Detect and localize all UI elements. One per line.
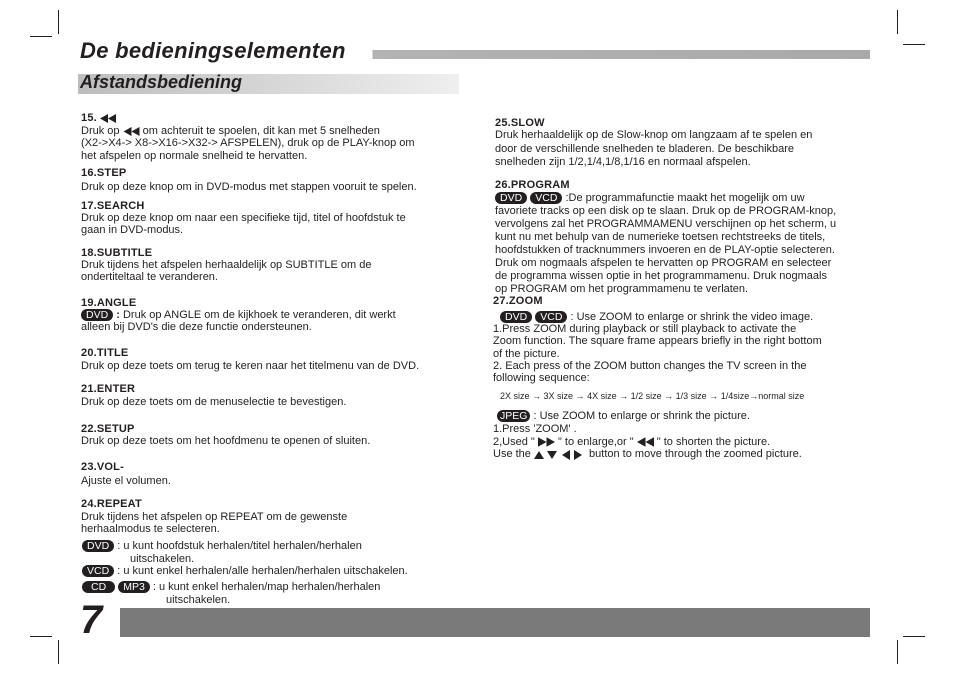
crop-mark <box>58 640 59 664</box>
item-16-heading: 16.STEP <box>81 167 127 179</box>
footer-bar <box>120 608 870 637</box>
item-19-text: DVD : Druk op ANGLE om de kijkhoek te veranderen, dit werkt alleen bij DVD's die deze functie ondersteunen. <box>81 309 396 334</box>
item-27-heading: 27.ZOOM <box>493 295 543 307</box>
page-title: De bedieningselementen <box>80 38 346 63</box>
item-24-heading: 24.REPEAT <box>81 498 142 510</box>
zoom-sequence: 2X size → 3X size → 4X size → 1/2 size → 1/3 size → 1/4size→normal size <box>500 391 805 401</box>
item-19-heading: 19.ANGLE <box>81 297 137 309</box>
crop-mark <box>897 640 898 664</box>
crop-mark <box>58 10 59 34</box>
vcd-badge: VCD <box>535 311 567 323</box>
item-25-text: Druk herhaaldelijk op de Slow-knop om langzaam af te spelen en door de verschillende snelheden te bladeren. De beschikbare snelheden zijn 1/2,1/4,1/8,1/16 en normaal afspelen. <box>495 129 813 168</box>
repeat-vcd-row: VCD : u kunt enkel herhalen/alle herhalen/herhalen uitschakelen. <box>82 565 408 577</box>
dvd-badge: DVD <box>82 540 114 552</box>
item-22-heading: 22.SETUP <box>81 423 135 435</box>
rewind-icon <box>637 437 654 447</box>
crop-mark <box>903 636 925 637</box>
rewind-icon <box>100 114 116 123</box>
zoom-jpeg-line: JPEG : Use ZOOM to enlarge or shrink the picture. <box>497 410 750 422</box>
item-18-heading: 18.SUBTITLE <box>81 247 153 259</box>
repeat-dvd-row: DVD : u kunt hoofdstuk herhalen/titel herhalen/herhalen <box>82 540 362 552</box>
item-22-text: Druk op deze toets om het hoofdmenu te openen of sluiten. <box>81 435 371 447</box>
item-21-text: Druk op deze toets om de menuselectie te bevestigen. <box>81 396 347 408</box>
item-20-text: Druk op deze toets om terug te keren naar het titelmenu van de DVD. <box>81 360 420 372</box>
item-26-text: DVD VCD :De programmafunctie maakt het mogelijk om uw favoriete tracks op een disk op te slaan. Druk op de PROGRAM-knop, vervolgens zal het PROGRAMMAMENU verschijnen op het scherm, u kunt nu met behulp van de numerieke toetsen rechtstreeks de titels, hoofdstukken of tracknummers invoeren en de PLAY-optie selecteren. Druk om nogmaals afspelen te hervatten op PROGRAM en selecteer de programma wissen optie in het programmamenu. Druk nogmaals op PROGRAM om het programmamenu te verlaten. <box>495 192 837 295</box>
item-16-text: Druk op deze knop om in DVD-modus met stappen vooruit te spelen. <box>81 181 417 193</box>
arrow-keys-icon <box>534 449 586 460</box>
cd-badge: CD <box>82 581 115 593</box>
item-17-text: Druk op deze knop om naar een specifieke tijd, titel of hoofdstuk te gaan in DVD-modus. <box>81 212 406 237</box>
crop-mark <box>903 44 925 45</box>
dvd-badge: DVD <box>81 309 113 321</box>
mp3-badge: MP3 <box>118 581 150 593</box>
crop-mark <box>30 36 52 37</box>
page-number: 7 <box>80 598 103 642</box>
repeat-cd-row: CD MP3 : u kunt enkel herhalen/map herhalen/herhalen <box>82 581 380 593</box>
jpeg-badge: JPEG <box>497 410 530 422</box>
item-18-text: Druk tijdens het afspelen herhaaldelijk op SUBTITLE om de ondertiteltaal te veranderen. <box>81 259 372 284</box>
vcd-badge: VCD <box>82 565 114 577</box>
item-23-heading: 23.VOL- <box>81 461 124 473</box>
item-26-heading: 26.PROGRAM <box>495 179 570 191</box>
item-21-heading: 21.ENTER <box>81 383 136 395</box>
item-24-text: Druk tijdens het afspelen op REPEAT om de gewenste herhaalmodus te selecteren. <box>81 511 348 536</box>
fast-forward-icon <box>538 437 555 447</box>
dvd-badge: DVD <box>495 192 527 204</box>
repeat-dvd-row-cont: uitschakelen. <box>130 553 195 565</box>
item-17-heading: 17.SEARCH <box>81 200 145 212</box>
section-title: Afstandsbediening <box>80 72 243 92</box>
item-15-heading: 15. <box>81 112 116 124</box>
item-25-heading: 25.SLOW <box>495 117 545 129</box>
zoom-jpeg-used: 2,Used " " to enlarge,or " " to shorten the picture. <box>493 436 771 448</box>
zoom-jpeg-press: 1.Press 'ZOOM' . <box>493 423 577 435</box>
crop-mark <box>30 636 52 637</box>
item-23-text: Ajuste el volumen. <box>81 475 171 487</box>
repeat-cd-row-cont: uitschakelen. <box>166 594 231 606</box>
vcd-badge: VCD <box>530 192 562 204</box>
dvd-badge: DVD <box>500 311 532 323</box>
crop-mark <box>897 10 898 34</box>
item-20-heading: 20.TITLE <box>81 347 129 359</box>
item-27-text: 1.Press ZOOM during playback or still playback to activate the Zoom function. The square frame appears briefly in the right bottom of the picture. 2. Each press of the ZOOM button changes the TV screen in the following sequence: <box>493 323 822 385</box>
zoom-jpeg-move: Use the button to move through the zoomed picture. <box>493 448 802 460</box>
rewind-icon <box>123 127 140 136</box>
zoom-video-line: DVD VCD : Use ZOOM to enlarge or shrink the video image. <box>500 311 813 323</box>
item-15-text: Druk op om achteruit te spoelen, dit kan met 5 snelheden (X2->X4-> X8->X16->X32-> AFSPELEN), druk op de PLAY-knop om het afspelen op normale snelheid te hervatten. <box>81 125 415 162</box>
